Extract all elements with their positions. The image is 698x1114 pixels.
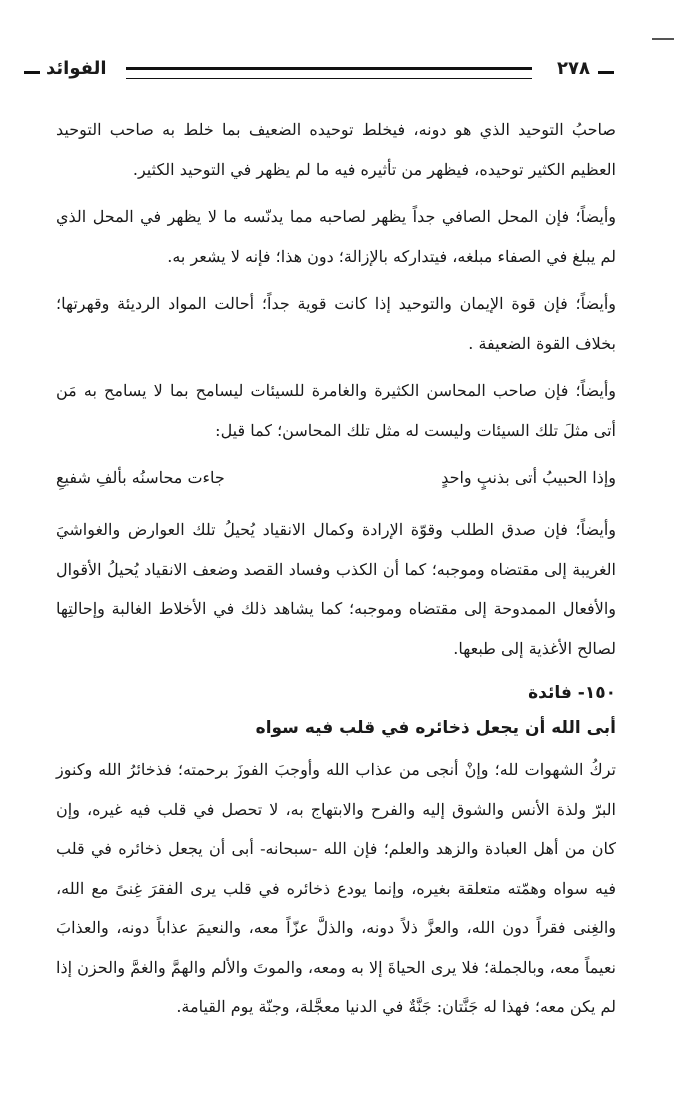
page-number: ٢٧٨ bbox=[557, 58, 590, 79]
paragraph: وأيضاً؛ فإن صدق الطلب وقوّة الإرادة وكمال الانقياد يُحيلُ تلك العوارض والغواشيَ الغريبة إلى مقتضاه وموجبه؛ كما أن الكذب وفساد القصد وضعف الانقياد يُحيلُ الأقوال والأفعال الممدوحة إلى مقتضاه وموجبه؛ كما يشاهد ذلك في الأخلاط الغالبة وإحالتِها لصالح الأغذية إلى طبعها. bbox=[56, 520, 616, 658]
page-header bbox=[24, 58, 614, 88]
verse-first-hemistich: وإذا الحبيبُ أتى بذنبٍ واحدٍ bbox=[441, 468, 616, 487]
section-number: ١٥٠- فائدة bbox=[528, 683, 616, 703]
paragraph: وأيضاً؛ فإن قوة الإيمان والتوحيد إذا كانت قوية جداً؛ أحالت المواد الرديئة وقهرتها؛ بخلاف القوة الضعيفة . bbox=[56, 294, 616, 353]
section-title: أبى الله أن يجعل ذخائره في قلب فيه سواه bbox=[255, 718, 616, 738]
section-paragraph: تركُ الشهوات لله؛ وإنْ أنجى من عذاب الله وأوجبَ الفوزَ برحمته؛ فذخائرُ الله وكنوز البرّ ولذة الأنس والشوق إليه والفرح والابتهاج به، لا تحصل في قلب فيه غيره، وإن كان من أهل العبادة والزهد والعلم؛ فإن الله -سبحانه- أبى أن يجعل ذخائره في قلب فيه سواه وهمّته متعلقة بغيره، وإنما يودع ذخائره في قلب يرى الفقرَ غِنىً مع الله، والغِنى فقراً دون الله، والعزَّ ذلاً دونه، والذلَّ عزّاً معه، والنعيمَ عذاباً دونه، والعذابَ نعيماً معه، وبالجملة؛ فلا يرى الحياةَ إلا به ومعه، والموتَ والألم والهمَّ والغمَّ والحزن إذا لم يكن معه؛ فهذا له جَنَّتان: جَنَّةٌ في الدنيا معجَّلة، وجنّة يوم القيامة. bbox=[56, 760, 616, 1016]
paragraph: صاحبُ التوحيد الذي هو دونه، فيخلط توحيده الضعيف بما خلط به صاحب التوحيد العظيم الكثير توحيده، فيظهر من تأثيره فيه ما لم يظهر في التوحيد الكثير. bbox=[56, 120, 616, 179]
verse-second-hemistich: جاءت محاسنُه بألفِ شفيعِ bbox=[56, 468, 225, 487]
poem-verse bbox=[56, 458, 616, 498]
header-right-dash bbox=[598, 71, 614, 74]
running-title: الفوائد bbox=[46, 58, 107, 79]
header-rule bbox=[126, 67, 532, 79]
corner-mark bbox=[652, 38, 674, 40]
paragraph: وأيضاً؛ فإن المحل الصافي جداً يظهر لصاحبه مما يدنّسه ما لا يظهر في المحل الذي لم يبلغ في الصفاء مبلغه، فيتداركه بالإزالة؛ دون هذا؛ فإنه لا يشعر به. bbox=[56, 207, 616, 266]
paragraph: وأيضاً؛ فإن صاحب المحاسن الكثيرة والغامرة للسيئات ليسامح بما لا يسامح به مَن أتى مثلَ تلك السيئات وليست له مثل تلك المحاسن؛ كما قيل: bbox=[56, 381, 616, 440]
header-left-dash bbox=[24, 71, 40, 74]
page-body bbox=[56, 110, 616, 1035]
